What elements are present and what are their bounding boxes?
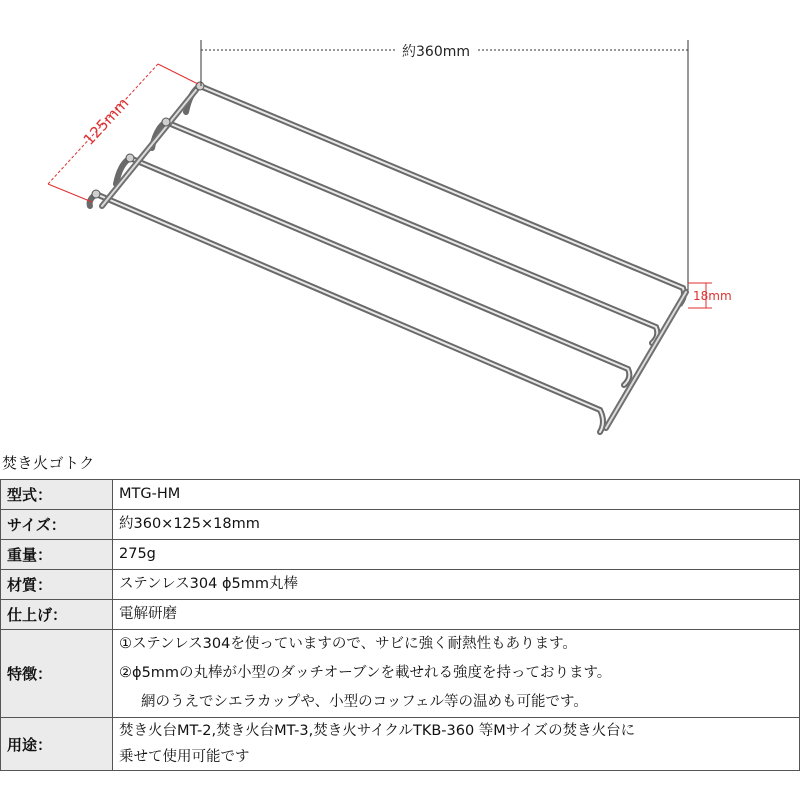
spec-value-line: ①ステンレス304を使っていますので、サビに強く耐熱性もあります。: [119, 636, 577, 652]
spec-row-weight: [1, 540, 800, 570]
spec-value: 電解研磨: [119, 606, 177, 622]
spec-value-line: ②ϕ5mmの丸棒が小型のダッチオーブンを載せれる強度を持っております。: [119, 665, 612, 681]
spec-label: 重量：: [1, 540, 113, 570]
spec-label: 仕上げ：: [1, 600, 113, 630]
width-label: 125mm: [79, 94, 133, 149]
spec-label: 特徴：: [1, 630, 113, 718]
rod-4: [96, 194, 603, 432]
spec-label: 型式：: [1, 480, 113, 510]
spec-row-features: [1, 630, 800, 718]
rod-2: [166, 122, 657, 343]
spec-label: サイズ：: [1, 510, 113, 540]
grate-rods: [90, 82, 686, 432]
spec-row-material: [1, 570, 800, 600]
spec-label: 用途：: [1, 718, 113, 771]
spec-value-line: 乗せて使用可能です: [119, 749, 250, 765]
spec-row-finish: [1, 600, 800, 630]
rod-3: [130, 158, 629, 385]
spec-label: 材質：: [1, 570, 113, 600]
spec-row-size: [1, 510, 800, 540]
spec-value: 約360×125×18mm: [119, 516, 260, 532]
spec-table: [0, 479, 800, 771]
length-label: 約360mm: [402, 44, 470, 60]
spec-row-usage: [1, 718, 800, 771]
spec-value-line: 焚き火台MT-2,焚き火台MT-3,焚き火サイクルTKB-360 等Mサイズの焚き火台に: [119, 723, 636, 739]
spec-value: MTG-HM: [119, 486, 181, 502]
product-caption: 焚き火ゴトク: [2, 454, 95, 472]
height-label: 18mm: [693, 289, 732, 303]
spec-value: ステンレス304 ϕ5mm丸棒: [119, 576, 299, 592]
spec-value-line: 網のうえでシエラカップや、小型のコッフェル等の温めも可能です。: [141, 694, 588, 710]
spec-value: 275g: [119, 546, 156, 562]
dimension-height: [688, 283, 732, 308]
spec-row-model: [1, 480, 800, 510]
